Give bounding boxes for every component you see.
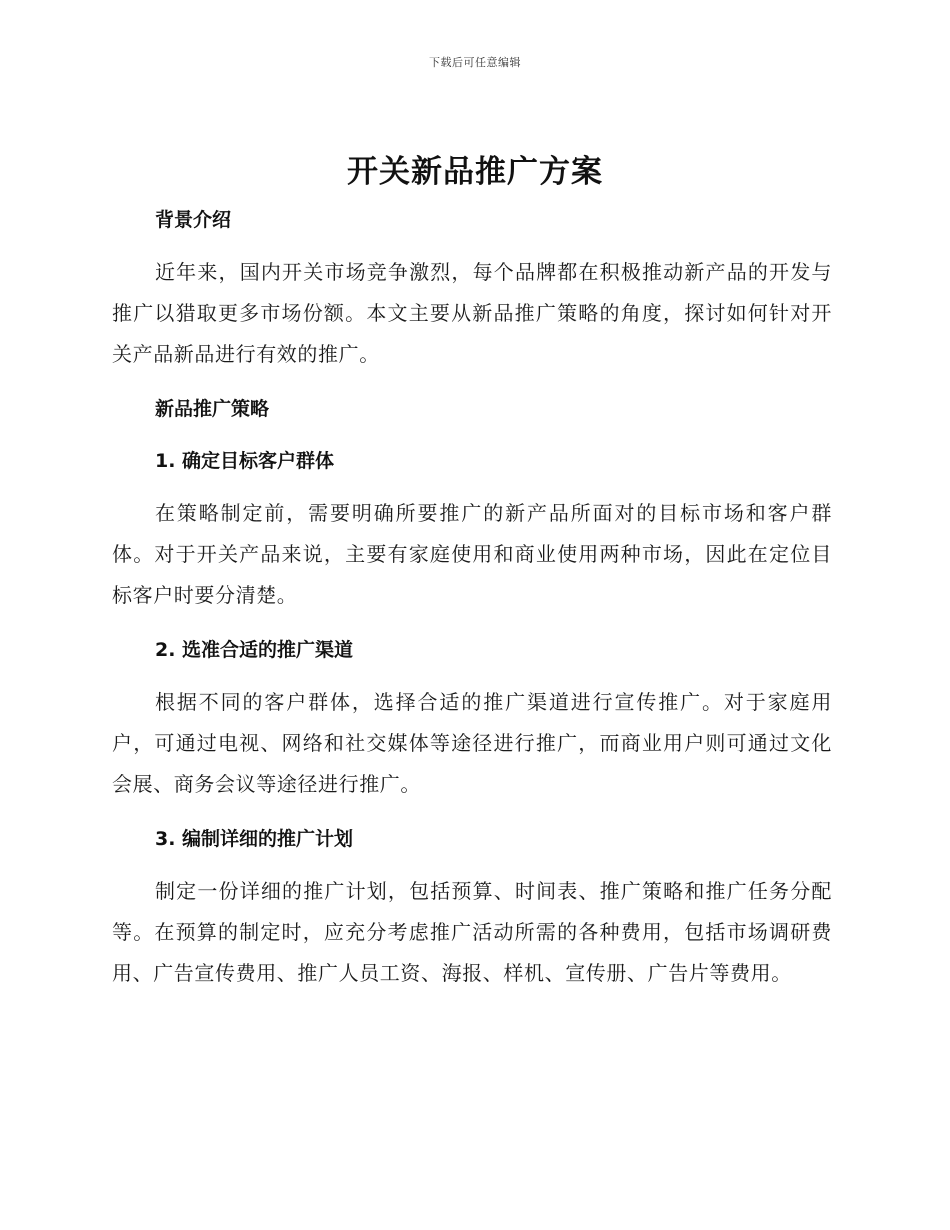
- subsection-heading-target-customers: 1. 确定目标客户群体: [155, 450, 335, 472]
- section-heading-strategy: 新品推广策略: [155, 398, 270, 420]
- paragraph-channels: 根据不同的客户群体，选择合适的推广渠道进行宣传推广。对于家庭用户，可通过电视、网络和社交媒体等途径进行推广，而商业用户则可通过文化会展、商务会议等途径进行推广。: [112, 690, 832, 796]
- document-body: [112, 200, 832, 994]
- section-heading-background: 背景介绍: [155, 209, 232, 231]
- paragraph-target-customers: 在策略制定前，需要明确所要推广的新产品所面对的目标市场和客户群体。对于开关产品来说，主要有家庭使用和商业使用两种市场，因此在定位目标客户时要分清楚。: [112, 501, 832, 607]
- paragraph-background: 近年来，国内开关市场竞争激烈，每个品牌都在积极推动新产品的开发与推广以猎取更多市场份额。本文主要从新品推广策略的角度，探讨如何针对开关产品新品进行有效的推广。: [112, 260, 832, 366]
- document-title: 开关新品推广方案: [347, 154, 603, 190]
- subsection-heading-plan: 3. 编制详细的推广计划: [155, 828, 354, 850]
- subsection-heading-channels: 2. 选准合适的推广渠道: [155, 639, 354, 661]
- paragraph-plan: 制定一份详细的推广计划，包括预算、时间表、推广策略和推广任务分配等。在预算的制定时，应充分考虑推广活动所需的各种费用，包括市场调研费用、广告宣传费用、推广人员工资、海报、样机、宣传册、广告片等费用。: [112, 879, 832, 985]
- header-note: 下载后可任意编辑: [429, 56, 521, 69]
